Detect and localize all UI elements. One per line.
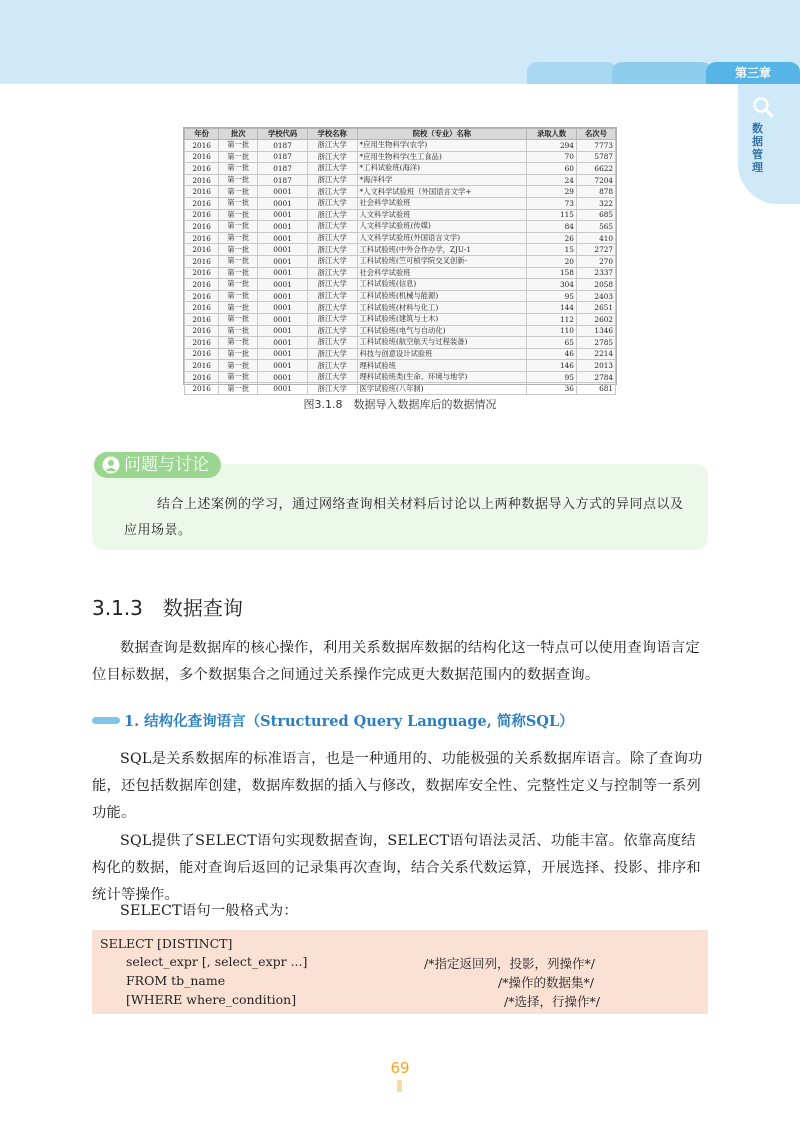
header-tab-decoration [527,62,617,84]
table-column-header: 批次 [219,129,258,140]
table-cell: 95 [527,290,577,302]
table-cell: 2784 [576,371,615,383]
table-cell: 2727 [576,244,615,256]
code-line: SELECT [DISTINCT] [100,936,233,951]
table-cell: 浙江大学 [307,313,357,325]
table-cell: 46 [527,348,577,360]
table-cell: *应用生物科学(农学) [357,140,527,152]
sql-paragraph-1: SQL是关系数据库的标准语言，也是一种通用的、功能极强的关系数据库语言。除了查询功能，还包括数据库创建，数据库数据的插入与修改，数据库安全性、完整性定义与控制等一系列功能。 [92,751,703,821]
table-cell: 人文科学试验班 [357,209,527,221]
table-row [185,313,616,325]
table-cell: 2016 [185,279,219,291]
table-cell: 112 [527,313,577,325]
table-cell: 2058 [576,279,615,291]
table-cell: 0001 [258,313,308,325]
table-cell: 304 [527,279,577,291]
section-title: 3.1.3 数据查询 [92,596,243,620]
table-row [185,267,616,279]
code-line: FROM tb_name [126,973,226,988]
table-row [185,244,616,256]
table-cell: 第一批 [219,267,258,279]
table-column-header: 学校代码 [258,129,308,140]
table-cell: 26 [527,232,577,244]
table-row [185,325,616,337]
table-row [185,221,616,233]
subsection-title-text: 1. 结构化查询语言（Structured Query Language, 简称SQL） [124,713,574,730]
table-cell: 2337 [576,267,615,279]
table-cell: 第一批 [219,221,258,233]
code-comment: /*操作的数据集*/ [498,975,594,990]
table-row [185,337,616,349]
table-cell: 0001 [258,360,308,372]
table-row [185,279,616,291]
table-cell: 第一批 [219,325,258,337]
select-syntax-block [92,930,708,1014]
table-cell: 第一批 [219,302,258,314]
table-cell: *海洋科学 [357,174,527,186]
table-cell: 95 [527,371,577,383]
table-cell: 0187 [258,163,308,175]
table-cell: 2016 [185,140,219,152]
table-cell: 0001 [258,348,308,360]
table-cell: 第一批 [219,348,258,360]
table-cell: 6622 [576,163,615,175]
table-cell: *应用生物科学(生工食品) [357,151,527,163]
chapter-tab: 第三章 [706,62,800,84]
table-row [185,360,616,372]
table-row [185,163,616,175]
table-cell: 2214 [576,348,615,360]
table-cell: 15 [527,244,577,256]
table-cell: 0001 [258,279,308,291]
code-line: [WHERE where_condition] [126,992,297,1007]
table-cell: 0001 [258,383,308,395]
table-cell: 158 [527,267,577,279]
table-cell: 2016 [185,290,219,302]
table-cell: 0001 [258,255,308,267]
table-cell: 第一批 [219,197,258,209]
table-cell: 浙江大学 [307,232,357,244]
table-cell: 工科试验班(航空航天与过程装备) [357,337,527,349]
table-cell: 工科试验班(电气与自动化) [357,325,527,337]
table-cell: 5787 [576,151,615,163]
table-cell: 2016 [185,255,219,267]
table-cell: 2016 [185,151,219,163]
table-cell: 146 [527,360,577,372]
table-cell: 第一批 [219,371,258,383]
table-cell: 2016 [185,337,219,349]
table-cell: 565 [576,221,615,233]
table-cell: 浙江大学 [307,290,357,302]
table-cell: 第一批 [219,232,258,244]
code-comment: /*选择，行操作*/ [504,994,600,1009]
table-cell: 医学试验班(八年制) [357,383,527,395]
table-cell: 7204 [576,174,615,186]
import-result-table [184,128,616,395]
table-row [185,186,616,198]
table-cell: 110 [527,325,577,337]
table-row [185,348,616,360]
side-chapter-label: 数据管理 [752,122,763,174]
page-number: 69 [390,1059,410,1077]
table-cell: 人文科学试验班(外国语言文学) [357,232,527,244]
code-line: select_expr [, select_expr ...] [126,954,308,969]
table-column-header: 学校名称 [307,129,357,140]
table-cell: 0001 [258,244,308,256]
table-cell: 2016 [185,163,219,175]
table-cell: 浙江大学 [307,371,357,383]
table-cell: 第一批 [219,290,258,302]
table-row [185,151,616,163]
table-cell: 浙江大学 [307,163,357,175]
table-cell: 第一批 [219,174,258,186]
table-row [185,371,616,383]
figure-caption: 图3.1.8 数据导入数据库后的数据情况 [303,398,497,411]
table-cell: 理科试验班类(生命、环境与地学) [357,371,527,383]
table-cell: 0187 [258,140,308,152]
table-cell: *人文科学试验班（外国语言文学+ [357,186,527,198]
table-cell: 1346 [576,325,615,337]
table-cell: 70 [527,151,577,163]
table-cell: 294 [527,140,577,152]
table-cell: 工科试验班(竺可桢学院交叉创新- [357,255,527,267]
table-cell: 0001 [258,267,308,279]
table-cell: 29 [527,186,577,198]
table-cell: 浙江大学 [307,325,357,337]
header-tab-decoration [612,62,712,84]
table-cell: 浙江大学 [307,174,357,186]
table-cell: 工科试验班(机械与能源) [357,290,527,302]
table-cell: 0001 [258,290,308,302]
table-row [185,232,616,244]
table-column-header: 院校（专业）名称 [357,129,527,140]
table-cell: 浙江大学 [307,302,357,314]
table-cell: 0001 [258,337,308,349]
table-cell: 浙江大学 [307,279,357,291]
table-cell: 84 [527,221,577,233]
table-cell: 第一批 [219,163,258,175]
table-cell: 第一批 [219,140,258,152]
code-comment: /*指定返回列，投影，列操作*/ [424,956,595,971]
table-cell: 2013 [576,360,615,372]
table-cell: 浙江大学 [307,221,357,233]
table-cell: *工科试验班(海洋) [357,163,527,175]
table-cell: 浙江大学 [307,348,357,360]
table-cell: 浙江大学 [307,244,357,256]
table-cell: 0001 [258,371,308,383]
table-cell: 0001 [258,197,308,209]
table-column-header: 年份 [185,129,219,140]
table-row [185,174,616,186]
table-cell: 第一批 [219,186,258,198]
table-row [185,140,616,152]
table-cell: 2016 [185,302,219,314]
table-cell: 0001 [258,186,308,198]
table-cell: 第一批 [219,279,258,291]
table-cell: 685 [576,209,615,221]
table-cell: 工科试验班(建筑与土木) [357,313,527,325]
table-header-row [185,129,616,140]
table-cell: 20 [527,255,577,267]
table-cell: 2016 [185,186,219,198]
table-cell: 0001 [258,232,308,244]
section-intro-paragraph: 数据查询是数据库的核心操作，利用关系数据库数据的结构化这一特点可以使用查询语言定位目标数据，多个数据集合之间通过关系操作完成更大数据范围内的数据查询。 [92,640,700,683]
sql-paragraph-3: SELECT语句一般格式为： [120,903,298,919]
table-cell: 115 [527,209,577,221]
table-cell: 理科试验班 [357,360,527,372]
page-number-mark [397,1080,402,1092]
user-icon [102,456,120,474]
table-cell: 410 [576,232,615,244]
table-cell: 60 [527,163,577,175]
table-cell: 2602 [576,313,615,325]
table-cell: 2016 [185,209,219,221]
table-cell: 2651 [576,302,615,314]
table-cell: 65 [527,337,577,349]
table-cell: 24 [527,174,577,186]
table-row [185,209,616,221]
table-cell: 浙江大学 [307,337,357,349]
table-cell: 工科试验班(信息) [357,279,527,291]
discussion-label [94,452,221,478]
magnifier-icon [752,96,774,118]
table-cell: 878 [576,186,615,198]
table-cell: 2785 [576,337,615,349]
table-cell: 浙江大学 [307,151,357,163]
table-cell: 144 [527,302,577,314]
table-cell: 人文科学试验班(传媒) [357,221,527,233]
table-cell: 第一批 [219,383,258,395]
table-row [185,302,616,314]
table-cell: 36 [527,383,577,395]
table-cell: 浙江大学 [307,209,357,221]
table-cell: 科技与创意设计试验班 [357,348,527,360]
table-cell: 0187 [258,151,308,163]
table-column-header: 名次号 [576,129,615,140]
table-cell: 第一批 [219,360,258,372]
table-cell: 第一批 [219,255,258,267]
sql-paragraph-2: SQL提供了SELECT语句实现数据查询，SELECT语句语法灵活、功能丰富。依靠高度结构化的数据，能对查询后返回的记录集再次查询，结合关系代数运算，开展选择、投影、排序和统计等操作。 [92,833,701,903]
table-cell: 第一批 [219,209,258,221]
table-cell: 2403 [576,290,615,302]
table-cell: 2016 [185,360,219,372]
table-column-header: 录取人数 [527,129,577,140]
table-cell: 2016 [185,174,219,186]
table-cell: 浙江大学 [307,383,357,395]
table-cell: 2016 [185,371,219,383]
table-cell: 322 [576,197,615,209]
table-cell: 浙江大学 [307,255,357,267]
table-cell: 0001 [258,221,308,233]
table-cell: 第一批 [219,337,258,349]
table-cell: 浙江大学 [307,140,357,152]
table-cell: 7773 [576,140,615,152]
table-cell: 浙江大学 [307,186,357,198]
subsection-bar-decoration [92,717,120,724]
table-cell: 2016 [185,325,219,337]
table-cell: 2016 [185,383,219,395]
table-cell: 270 [576,255,615,267]
table-cell: 0187 [258,174,308,186]
table-row [185,383,616,395]
table-cell: 浙江大学 [307,360,357,372]
table-cell: 2016 [185,313,219,325]
table-cell: 第一批 [219,313,258,325]
table-cell: 2016 [185,232,219,244]
table-body [185,140,616,395]
table-cell: 工科试验班(中外合作办学，ZJU-1 [357,244,527,256]
table-cell: 0001 [258,325,308,337]
table-cell: 2016 [185,197,219,209]
table-row [185,290,616,302]
table-cell: 第一批 [219,151,258,163]
table-cell: 73 [527,197,577,209]
table-row [185,197,616,209]
table-cell: 2016 [185,221,219,233]
discussion-label-text: 问题与讨论 [124,455,209,475]
data-table-figure [183,127,617,394]
table-cell: 社会科学试验班 [357,267,527,279]
table-cell: 工科试验班(材料与化工) [357,302,527,314]
table-cell: 2016 [185,267,219,279]
table-cell: 浙江大学 [307,267,357,279]
table-cell: 2016 [185,244,219,256]
subsection-title [92,710,574,731]
table-cell: 681 [576,383,615,395]
table-cell: 社会科学试验班 [357,197,527,209]
table-cell: 2016 [185,348,219,360]
discussion-text: 结合上述案例的学习，通过网络查询相关材料后讨论以上两种数据导入方式的异同点以及应用场景。 [124,497,684,538]
table-cell: 第一批 [219,244,258,256]
table-cell: 浙江大学 [307,197,357,209]
table-cell: 0001 [258,209,308,221]
table-cell: 0001 [258,302,308,314]
table-row [185,255,616,267]
